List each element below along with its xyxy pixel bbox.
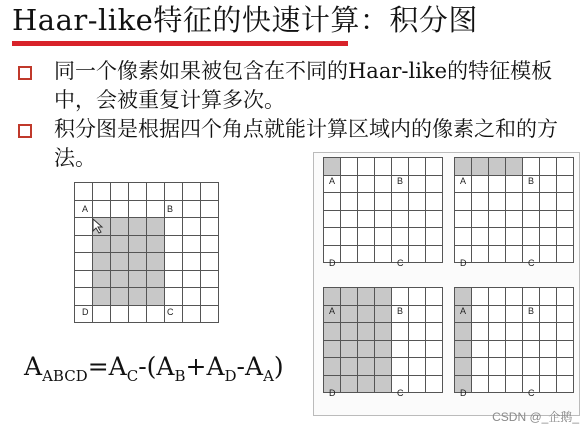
grid-cell (147, 288, 165, 306)
grid-cell (506, 288, 523, 306)
grid-cell (557, 193, 574, 211)
integral-image-grid (74, 182, 219, 323)
corner-label-a: A (329, 176, 336, 186)
grid-cell (557, 306, 574, 324)
grid-cell (455, 158, 472, 176)
grid-cell (455, 358, 472, 376)
grid-cell (147, 253, 165, 271)
grid-cell (75, 218, 93, 236)
grid-cell (506, 176, 523, 194)
grid-cell (358, 211, 375, 229)
grid-cell (472, 341, 489, 359)
grid-cell (358, 376, 375, 394)
grid-cell (523, 358, 540, 376)
grid-cell (93, 183, 111, 201)
grid-cell (341, 323, 358, 341)
grid-cell (472, 193, 489, 211)
grid-cell (341, 306, 358, 324)
grid-cell (129, 288, 147, 306)
grid-cell (93, 236, 111, 254)
grid-cell (341, 211, 358, 229)
corner-label-b: B (397, 306, 404, 316)
grid-cell (506, 228, 523, 246)
grid-cell (523, 193, 540, 211)
grid-cell (557, 358, 574, 376)
grid-cell (183, 236, 201, 254)
panel-grid-bottom-left (323, 287, 443, 393)
grid-cell (129, 253, 147, 271)
grid-cell (523, 211, 540, 229)
grid-cell (557, 376, 574, 394)
grid-cell (129, 236, 147, 254)
grid-cell (375, 376, 392, 394)
grid-cell (111, 288, 129, 306)
grid-cell (506, 246, 523, 264)
bullet-text-2: 积分图是根据四个角点就能计算区域内的像素之和的方法。 (54, 117, 558, 170)
corner-label-d: D (82, 307, 89, 317)
grid-cell (523, 323, 540, 341)
corner-label-a: A (460, 306, 467, 316)
grid-cell (358, 228, 375, 246)
grid-cell (506, 306, 523, 324)
grid-cell (472, 376, 489, 394)
grid-cell (375, 158, 392, 176)
grid-cell (75, 271, 93, 289)
grid-cell (165, 288, 183, 306)
corner-label-a: A (329, 306, 336, 316)
corner-label-d: D (329, 388, 336, 398)
grid-cell (426, 341, 443, 359)
grid-cell (426, 306, 443, 324)
grid-cell (341, 246, 358, 264)
grid-cell (341, 228, 358, 246)
grid-cell (111, 183, 129, 201)
grid-cell (489, 323, 506, 341)
grid-cell (557, 176, 574, 194)
grid-cell (426, 228, 443, 246)
grid-cell (201, 288, 219, 306)
grid-cell (506, 376, 523, 394)
panel-grid-bottom-right (454, 287, 574, 393)
grid-cell (540, 246, 557, 264)
grid-cell (165, 218, 183, 236)
corner-label-c: C (167, 307, 174, 317)
grid-cell (147, 236, 165, 254)
grid-cell (341, 288, 358, 306)
grid-cell (165, 253, 183, 271)
corner-label-c: C (397, 258, 404, 268)
grid-cell (409, 323, 426, 341)
grid-cell (472, 211, 489, 229)
grid-cell (455, 341, 472, 359)
grid-cell (201, 218, 219, 236)
grid-cell (489, 376, 506, 394)
grid-cell (409, 193, 426, 211)
grid-cell (358, 358, 375, 376)
grid-cell (426, 176, 443, 194)
bullet-text-1: 同一个像素如果被包含在不同的Haar-like的特征模板中，会被重复计算多次。 (54, 59, 553, 112)
grid-cell (341, 358, 358, 376)
grid-cell (358, 176, 375, 194)
grid-cell (426, 376, 443, 394)
grid-cell (358, 323, 375, 341)
grid-cell (201, 201, 219, 219)
grid-cell (523, 228, 540, 246)
corner-label-b: B (397, 176, 404, 186)
grid-cell (409, 158, 426, 176)
grid-cell (341, 158, 358, 176)
corner-label-a: A (82, 204, 89, 214)
grid-cell (375, 228, 392, 246)
grid-cell (341, 176, 358, 194)
grid-cell (165, 236, 183, 254)
grid-cell (392, 323, 409, 341)
grid-cell (426, 193, 443, 211)
grid-cell (557, 211, 574, 229)
grid-cell (409, 176, 426, 194)
panel-grid-top-left (323, 157, 443, 263)
grid-cell (392, 288, 409, 306)
grid-cell (129, 183, 147, 201)
grid-cell (489, 211, 506, 229)
mouse-cursor-icon (92, 218, 104, 234)
grid-cell (165, 271, 183, 289)
grid-cell (392, 358, 409, 376)
grid-cell (375, 288, 392, 306)
grid-cell (489, 306, 506, 324)
grid-cell (183, 306, 201, 324)
grid-cell (324, 341, 341, 359)
grid-cell (201, 271, 219, 289)
corner-label-b: B (528, 176, 535, 186)
grid-cell (506, 211, 523, 229)
grid-cell (392, 193, 409, 211)
grid-cell (375, 176, 392, 194)
title-underline (12, 41, 348, 46)
grid-cell (324, 323, 341, 341)
grid-cell (341, 341, 358, 359)
grid-cell (455, 323, 472, 341)
grid-cell (489, 246, 506, 264)
grid-cell (324, 211, 341, 229)
grid-cell (489, 288, 506, 306)
grid-cell (506, 341, 523, 359)
grid-cell (540, 358, 557, 376)
grid-cell (358, 288, 375, 306)
grid-cell (540, 323, 557, 341)
grid-cell (111, 218, 129, 236)
grid-cell (375, 246, 392, 264)
grid-cell (540, 306, 557, 324)
grid-cell (341, 193, 358, 211)
grid-cell (375, 358, 392, 376)
grid-cell (409, 341, 426, 359)
grid-cell (111, 271, 129, 289)
grid-cell (375, 193, 392, 211)
corner-label-c: C (397, 388, 404, 398)
grid-cell (540, 193, 557, 211)
grid-cell (455, 193, 472, 211)
grid-cell (557, 288, 574, 306)
grid-cell (111, 236, 129, 254)
grid-cell (341, 376, 358, 394)
corner-label-c: C (528, 258, 535, 268)
grid-cell (147, 183, 165, 201)
grid-cell (489, 176, 506, 194)
grid-cell (358, 193, 375, 211)
grid-cell (455, 228, 472, 246)
grid-cell (409, 288, 426, 306)
grid-cell (472, 246, 489, 264)
grid-cell (426, 158, 443, 176)
grid-cell (129, 201, 147, 219)
grid-cell (375, 323, 392, 341)
grid-cell (93, 306, 111, 324)
grid-cell (506, 193, 523, 211)
watermark: CSDN @_企鹅_ (492, 410, 579, 424)
grid-cell (540, 211, 557, 229)
grid-cell (324, 158, 341, 176)
corner-label-d: D (460, 258, 467, 268)
grid-cell (324, 228, 341, 246)
grid-cell (540, 341, 557, 359)
grid-cell (409, 306, 426, 324)
grid-cell (392, 228, 409, 246)
grid-cell (201, 253, 219, 271)
panel-grid-top-right (454, 157, 574, 263)
grid-cell (324, 288, 341, 306)
slide-title: Haar-like特征的快速计算：积分图 (12, 3, 478, 37)
corner-label-d: D (460, 388, 467, 398)
grid-cell (129, 218, 147, 236)
grid-cell (557, 341, 574, 359)
grid-cell (75, 253, 93, 271)
corner-label-a: A (460, 176, 467, 186)
grid-cell (409, 358, 426, 376)
grid-cell (540, 228, 557, 246)
corner-label-b: B (528, 306, 535, 316)
grid-cell (111, 201, 129, 219)
grid-cell (324, 358, 341, 376)
grid-cell (93, 201, 111, 219)
grid-cell (409, 211, 426, 229)
grid-cell (358, 341, 375, 359)
grid-cell (426, 288, 443, 306)
grid-cell (489, 228, 506, 246)
grid-cell (472, 306, 489, 324)
grid-cell (489, 193, 506, 211)
grid-cell (147, 306, 165, 324)
grid-cell (472, 288, 489, 306)
grid-cell (506, 158, 523, 176)
grid-cell (392, 158, 409, 176)
corner-label-d: D (329, 258, 336, 268)
grid-cell (201, 183, 219, 201)
grid-cell (523, 288, 540, 306)
grid-cell (324, 193, 341, 211)
grid-cell (426, 211, 443, 229)
grid-cell (183, 201, 201, 219)
grid-cell (75, 288, 93, 306)
grid-cell (183, 183, 201, 201)
grid-cell (183, 288, 201, 306)
grid-cell (426, 323, 443, 341)
grid-cell (426, 246, 443, 264)
grid-cell (93, 253, 111, 271)
grid-cell (147, 218, 165, 236)
grid-cell (183, 253, 201, 271)
grid-cell (472, 158, 489, 176)
grid-cell (392, 341, 409, 359)
grid-cell (201, 236, 219, 254)
grid-cell (111, 253, 129, 271)
grid-cell (472, 176, 489, 194)
corner-label-b: B (167, 204, 174, 214)
grid-cell (358, 158, 375, 176)
grid-cell (489, 158, 506, 176)
grid-cell (472, 358, 489, 376)
grid-cell (183, 271, 201, 289)
grid-cell (409, 376, 426, 394)
grid-cell (147, 271, 165, 289)
grid-cell (557, 246, 574, 264)
integral-formula: $A_{ABCD}=A_C-(A_B+A_D-A_A)$ (24, 352, 284, 385)
grid-cell (557, 228, 574, 246)
bullet-square-icon (18, 124, 32, 138)
grid-cell (426, 358, 443, 376)
grid-cell (540, 376, 557, 394)
grid-cell (358, 246, 375, 264)
grid-cell (111, 306, 129, 324)
grid-cell (129, 306, 147, 324)
grid-cell (392, 211, 409, 229)
grid-cell (489, 358, 506, 376)
grid-cell (557, 323, 574, 341)
grid-cell (557, 158, 574, 176)
grid-cell (472, 323, 489, 341)
grid-cell (147, 201, 165, 219)
grid-cell (409, 228, 426, 246)
grid-cell (358, 306, 375, 324)
grid-cell (409, 246, 426, 264)
grid-cell (75, 183, 93, 201)
grid-cell (129, 271, 147, 289)
grid-cell (540, 176, 557, 194)
grid-cell (375, 341, 392, 359)
grid-cell (523, 158, 540, 176)
grid-cell (506, 358, 523, 376)
grid-cell (201, 306, 219, 324)
corner-label-c: C (528, 388, 535, 398)
grid-cell (75, 236, 93, 254)
grid-cell (375, 211, 392, 229)
grid-cell (540, 158, 557, 176)
grid-cell (523, 341, 540, 359)
grid-cell (540, 288, 557, 306)
grid-cell (93, 288, 111, 306)
bullet-square-icon (18, 66, 32, 80)
grid-cell (93, 271, 111, 289)
grid-cell (472, 228, 489, 246)
grid-cell (455, 288, 472, 306)
grid-cell (165, 183, 183, 201)
grid-cell (506, 323, 523, 341)
grid-cell (489, 341, 506, 359)
grid-cell (455, 211, 472, 229)
grid-cell (183, 218, 201, 236)
grid-cell (375, 306, 392, 324)
